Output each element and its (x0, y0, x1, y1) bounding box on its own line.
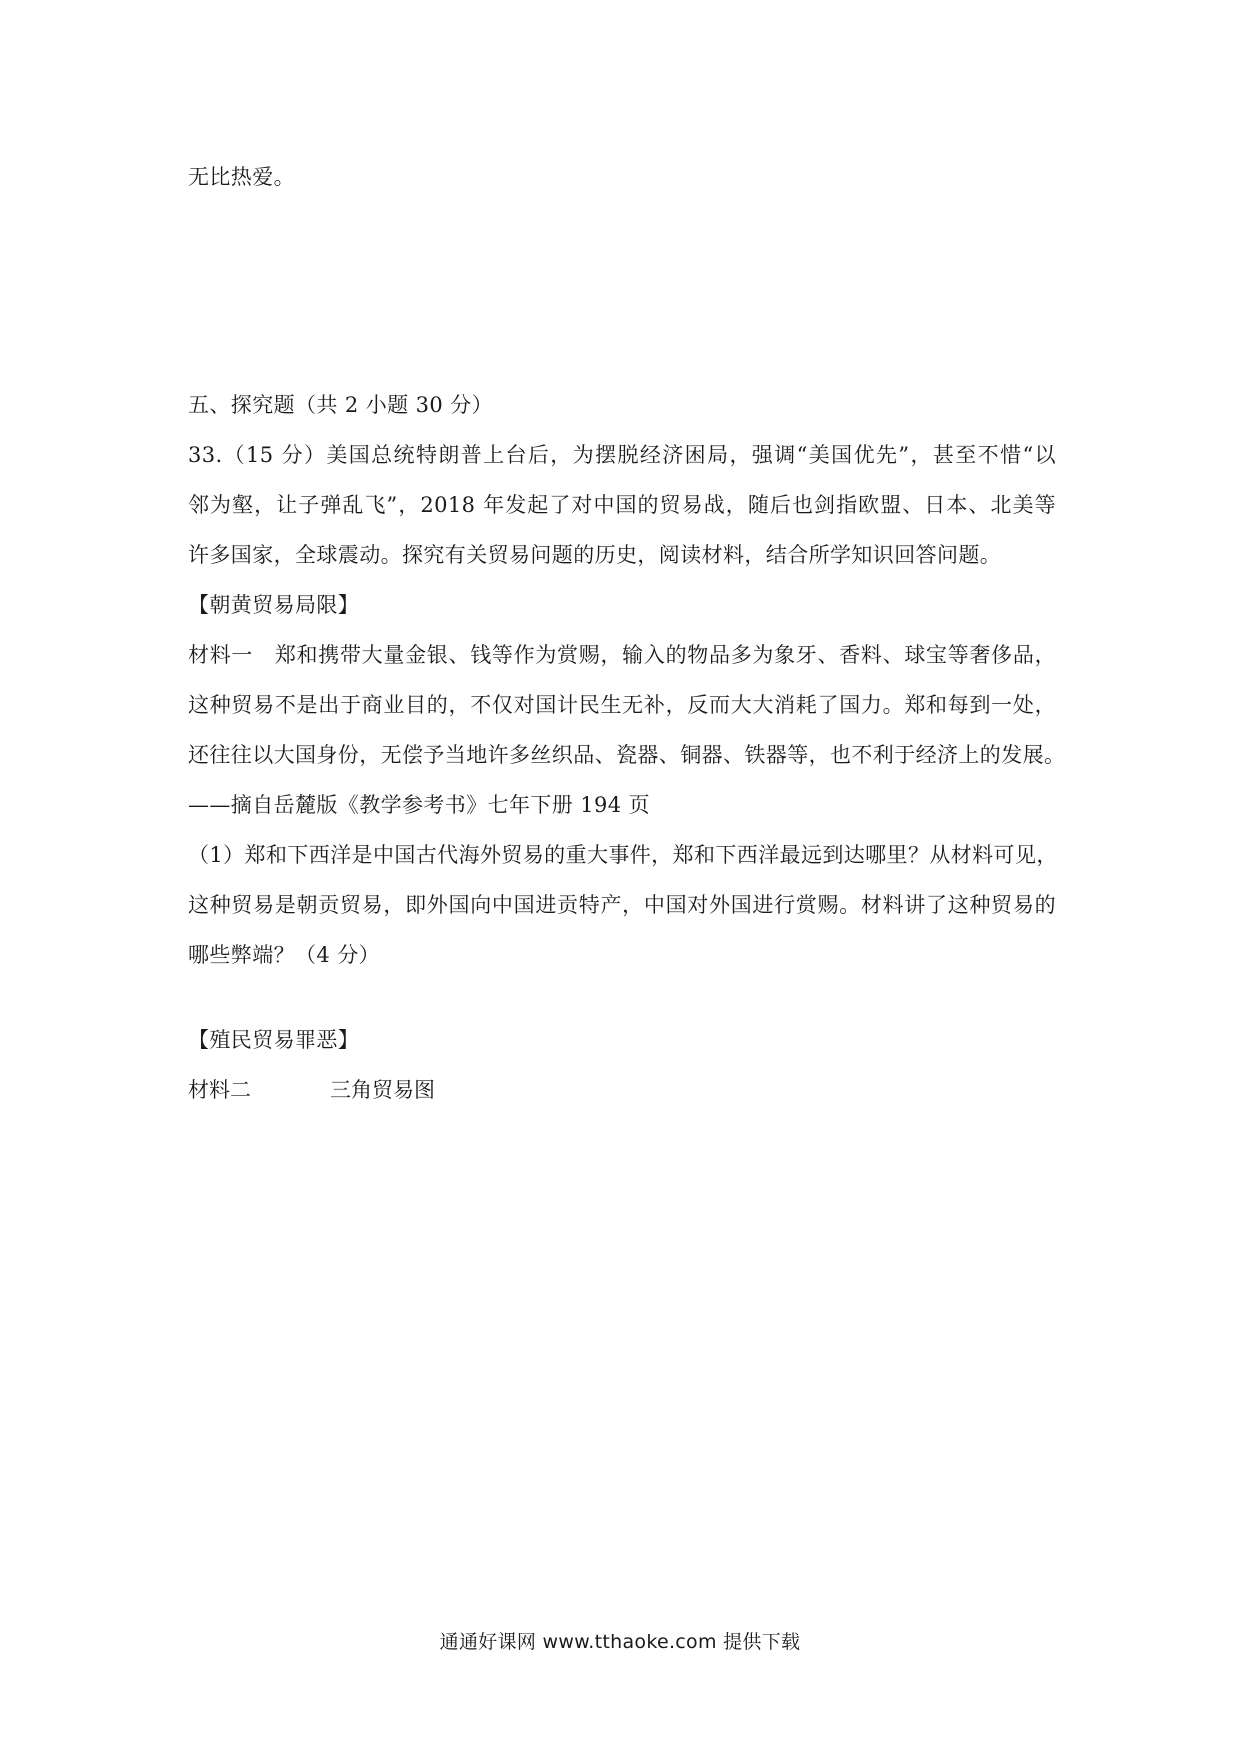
topic-heading-colonial-trade: 【殖民贸易罪恶】 (188, 1028, 360, 1052)
material-one-line-3: 还往往以大国身份，无偿予当地许多丝织品、瓷器、铜器、铁器等，也不利于经济上的发展。 (188, 743, 1066, 767)
material-one-line-2: 这种贸易不是出于商业目的，不仅对国计民生无补，反而大大消耗了国力。郑和每到一处， (188, 693, 1056, 717)
section-heading: 五、探究题（共 2 小题 30 分） (188, 393, 493, 417)
material-two-label: 材料二 (188, 1078, 251, 1102)
question-intro-line-1: 33.（15 分）美国总统特朗普上台后，为摆脱经济困局，强调“美国优先”，甚至不惜“以 (188, 443, 1056, 467)
material-two-row (188, 1076, 488, 1104)
question-intro-line-3: 许多国家，全球震动。探究有关贸易问题的历史，阅读材料，结合所学知识回答问题。 (188, 543, 1002, 567)
sub-question-1-line-2: 这种贸易是朝贡贸易，即外国向中国进贡特产，中国对外国进行赏赐。材料讲了这种贸易的 (188, 893, 1056, 917)
material-one-source: ——摘自岳麓版《教学参考书》七年下册 194 页 (188, 793, 651, 817)
topic-heading-tribute-trade: 【朝黄贸易局限】 (188, 593, 360, 617)
page-footer: 通通好课网 www.tthaoke.com 提供下载 (439, 1631, 801, 1653)
material-one-line-1: 材料一 郑和携带大量金银、钱等作为赏赐，输入的物品多为象牙、香料、球宝等奢侈品， (188, 643, 1056, 667)
sub-question-1-line-3: 哪些弊端？（4 分） (188, 943, 381, 967)
question-intro-line-2: 邻为壑，让子弹乱飞”，2018 年发起了对中国的贸易战，随后也剑指欧盟、日本、北美等 (188, 493, 1056, 517)
carryover-text: 无比热爱。 (188, 165, 295, 189)
sub-question-1-line-1: （1）郑和下西洋是中国古代海外贸易的重大事件，郑和下西洋最远到达哪里？从材料可见， (188, 843, 1058, 867)
material-two-title: 三角贸易图 (330, 1078, 435, 1102)
